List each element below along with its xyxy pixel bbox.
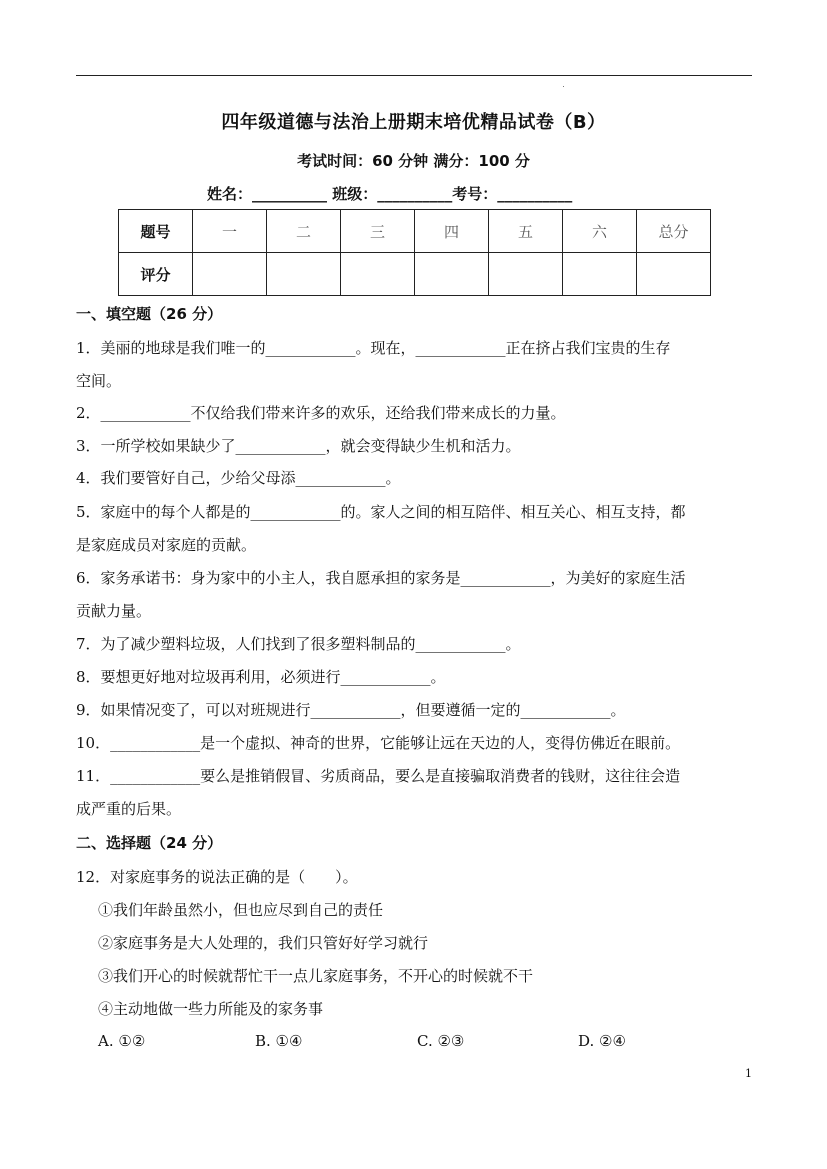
student-info-row: [207, 183, 572, 204]
name-label: 姓名：: [207, 185, 253, 203]
q11-line1: 11．____________要么是推销假冒、劣质商品，要么是直接骗取消费者的钱财，这往往会造: [76, 767, 681, 785]
class-label: 班级：: [332, 185, 378, 203]
exam-info: 考试时间：60 分钟 满分：100 分: [297, 152, 530, 170]
score-cell-2[interactable]: [267, 253, 341, 296]
col-total: 总分: [637, 210, 711, 253]
score-cell-1[interactable]: [193, 253, 267, 296]
col-5: 五: [489, 210, 563, 253]
page-title: 四年级道德与法治上册期末培优精品试卷（B）: [221, 112, 606, 133]
col-1: 一: [193, 210, 267, 253]
score-cell-6[interactable]: [563, 253, 637, 296]
q6-line1: 6．家务承诺书：身为家中的小主人，我自愿承担的家务是____________，为美好的家庭生活: [76, 569, 686, 587]
q5-line1: 5．家庭中的每个人都是的____________的。家人之间的相互陪伴、相互关心、相互支持，都: [76, 503, 686, 521]
q3: 3．一所学校如果缺少了____________，就会变得缺少生机和活力。: [76, 437, 521, 455]
choice-d[interactable]: D. ②④: [578, 1032, 626, 1050]
col-4: 四: [415, 210, 489, 253]
q7: 7．为了减少塑料垃圾，人们找到了很多塑料制品的____________。: [76, 635, 521, 653]
section1-heading: 一、填空题（26 分）: [76, 305, 223, 323]
score-cell-4[interactable]: [415, 253, 489, 296]
q6-line2: 贡献力量。: [76, 602, 152, 620]
q2: 2．____________不仅给我们带来许多的欢乐，还给我们带来成长的力量。: [76, 404, 566, 422]
class-blank[interactable]: __________: [377, 185, 453, 203]
id-blank[interactable]: __________: [497, 185, 573, 203]
q10: 10．____________是一个虚拟、神奇的世界，它能够让远在天边的人，变得仿佛近在眼前。: [76, 734, 681, 752]
q5-line2: 是家庭成员对家庭的贡献。: [76, 536, 257, 554]
name-blank[interactable]: __________: [252, 185, 328, 203]
q9: 9．如果情况变了，可以对班规进行____________，但要遵循一定的____________。: [76, 701, 626, 719]
section2-heading: 二、选择题（24 分）: [76, 834, 223, 852]
score-cell-total[interactable]: [637, 253, 711, 296]
q11-line2: 成严重的后果。: [76, 800, 182, 818]
q8: 8．要想更好地对垃圾再利用，必须进行____________。: [76, 668, 446, 686]
choice-b[interactable]: B. ①④: [255, 1032, 303, 1050]
score-table-score-row: [119, 253, 711, 296]
q1-line1: 1．美丽的地球是我们唯一的____________。现在，____________正在挤占我们宝贵的生存: [76, 339, 671, 357]
col-6: 六: [563, 210, 637, 253]
question-number-label: 题号: [119, 210, 193, 253]
q12-stem: 12．对家庭事务的说法正确的是（ ）。: [76, 868, 358, 886]
score-table-header-row: [119, 210, 711, 253]
q1-line2: 空间。: [76, 372, 122, 390]
header-rule: [76, 75, 752, 76]
score-cell-5[interactable]: [489, 253, 563, 296]
score-label: 评分: [119, 253, 193, 296]
choice-a[interactable]: A. ①②: [98, 1032, 146, 1050]
q12-statement-3: ③我们开心的时候就帮忙干一点儿家庭事务，不开心的时候就不干: [98, 967, 534, 985]
speck: [563, 86, 564, 87]
choice-c[interactable]: C. ②③: [417, 1032, 465, 1050]
page-number: 1: [745, 1067, 752, 1080]
q4: 4．我们要管好自己，少给父母添____________。: [76, 469, 401, 487]
q12-statement-4: ④主动地做一些力所能及的家务事: [98, 1000, 324, 1018]
q12-statement-1: ①我们年龄虽然小，但也应尽到自己的责任: [98, 901, 384, 919]
id-label: 考号：: [452, 185, 498, 203]
score-cell-3[interactable]: [341, 253, 415, 296]
col-3: 三: [341, 210, 415, 253]
score-table: [118, 209, 711, 296]
q12-statement-2: ②家庭事务是大人处理的，我们只管好好学习就行: [98, 934, 429, 952]
col-2: 二: [267, 210, 341, 253]
